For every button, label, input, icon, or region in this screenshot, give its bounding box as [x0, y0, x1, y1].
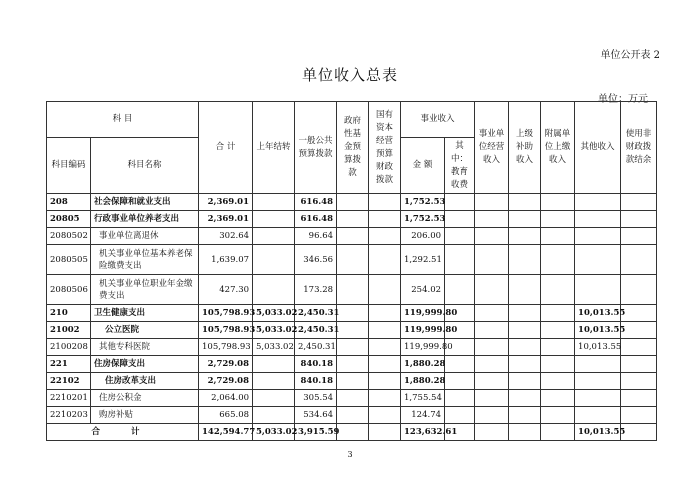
cell-amount: 1,292.51 — [401, 245, 445, 275]
cell-affiliate — [541, 373, 575, 390]
cell-superior — [509, 211, 541, 228]
cell-name: 住房改革支出 — [91, 373, 199, 390]
cell-state-capital — [369, 356, 401, 373]
cell-non-fiscal — [621, 211, 657, 228]
cell-gov-fund — [337, 356, 369, 373]
table-row — [47, 322, 657, 339]
cell-name: 社会保障和就业支出 — [91, 194, 199, 211]
cell-code: 221 — [47, 356, 91, 373]
cell-other: 10,013.55 — [575, 339, 621, 356]
cell-state-capital — [369, 390, 401, 407]
cell-amount: 123,632.61 — [401, 424, 445, 441]
cell-amount: 119,999.80 — [401, 322, 445, 339]
cell-carryover — [253, 275, 295, 305]
cell-affiliate — [541, 390, 575, 407]
cell-non-fiscal — [621, 322, 657, 339]
cell-amount: 1,880.28 — [401, 356, 445, 373]
cell-non-fiscal — [621, 275, 657, 305]
cell-name: 住房保障支出 — [91, 356, 199, 373]
cell-affiliate — [541, 356, 575, 373]
cell-superior — [509, 305, 541, 322]
cell-affiliate — [541, 407, 575, 424]
page-number: 3 — [347, 450, 353, 459]
table-row — [47, 228, 657, 245]
cell-total: 105,798.93 — [199, 305, 253, 322]
cell-code: 2210201 — [47, 390, 91, 407]
cell-amount: 1,752.53 — [401, 194, 445, 211]
cell-superior — [509, 424, 541, 441]
cell-gov-fund — [337, 245, 369, 275]
cell-general: 173.28 — [295, 275, 337, 305]
cell-total: 2,729.08 — [199, 356, 253, 373]
header-name: 科目名称 — [91, 138, 199, 194]
cell-superior — [509, 390, 541, 407]
cell-gov-fund — [337, 373, 369, 390]
cell-general: 2,450.31 — [295, 339, 337, 356]
table-row — [47, 407, 657, 424]
cell-general: 616.48 — [295, 211, 337, 228]
cell-carryover — [253, 407, 295, 424]
cell-general: 2,450.31 — [295, 322, 337, 339]
cell-affiliate — [541, 339, 575, 356]
cell-code: 21002 — [47, 322, 91, 339]
cell-gov-fund — [337, 194, 369, 211]
cell-non-fiscal — [621, 407, 657, 424]
cell-amount: 1,755.54 — [401, 390, 445, 407]
cell-general: 2,450.31 — [295, 305, 337, 322]
cell-affiliate — [541, 322, 575, 339]
cell-biz-unit — [475, 339, 509, 356]
cell-name: 机关事业单位基本养老保险缴费支出 — [91, 245, 199, 275]
cell-state-capital — [369, 407, 401, 424]
cell-total: 665.08 — [199, 407, 253, 424]
cell-other — [575, 356, 621, 373]
cell-affiliate — [541, 194, 575, 211]
cell-biz-unit — [475, 305, 509, 322]
cell-total: 142,594.77 — [199, 424, 253, 441]
cell-code: 2210203 — [47, 407, 91, 424]
cell-state-capital — [369, 305, 401, 322]
cell-gov-fund — [337, 390, 369, 407]
cell-biz-unit — [475, 407, 509, 424]
total-label: 合 计 — [47, 424, 199, 441]
table-row — [47, 305, 657, 322]
cell-total: 2,729.08 — [199, 373, 253, 390]
cell-affiliate — [541, 424, 575, 441]
cell-code: 2080505 — [47, 245, 91, 275]
cell-gov-fund — [337, 228, 369, 245]
cell-biz-unit — [475, 194, 509, 211]
cell-general: 534.64 — [295, 407, 337, 424]
cell-state-capital — [369, 424, 401, 441]
header-amount: 金 额 — [401, 138, 445, 194]
cell-state-capital — [369, 245, 401, 275]
cell-total: 2,369.01 — [199, 211, 253, 228]
cell-carryover — [253, 245, 295, 275]
cell-state-capital — [369, 275, 401, 305]
table-row — [47, 373, 657, 390]
header-non-fiscal: 使用非财政拨款结余 — [621, 102, 657, 194]
cell-other — [575, 194, 621, 211]
header-other-income: 其他收入 — [575, 102, 621, 194]
cell-carryover — [253, 228, 295, 245]
cell-edu — [445, 390, 475, 407]
cell-superior — [509, 275, 541, 305]
cell-biz-unit — [475, 275, 509, 305]
cell-biz-unit — [475, 245, 509, 275]
cell-superior — [509, 322, 541, 339]
page-title: 单位收入总表 — [301, 66, 398, 84]
cell-general: 840.18 — [295, 356, 337, 373]
cell-code: 2100208 — [47, 339, 91, 356]
table-row — [47, 339, 657, 356]
cell-state-capital — [369, 373, 401, 390]
cell-superior — [509, 228, 541, 245]
cell-carryover: 5,033.02 — [253, 305, 295, 322]
cell-superior — [509, 245, 541, 275]
cell-non-fiscal — [621, 339, 657, 356]
cell-carryover — [253, 373, 295, 390]
cell-carryover: 5,033.02 — [253, 322, 295, 339]
cell-gov-fund — [337, 305, 369, 322]
cell-total: 427.30 — [199, 275, 253, 305]
cell-superior — [509, 194, 541, 211]
cell-code: 210 — [47, 305, 91, 322]
cell-other: 10,013.55 — [575, 305, 621, 322]
table-row — [47, 245, 657, 275]
cell-total: 105,798.93 — [199, 339, 253, 356]
cell-amount: 119,999.80 — [401, 339, 445, 356]
cell-state-capital — [369, 194, 401, 211]
cell-name: 住房公积金 — [91, 390, 199, 407]
cell-affiliate — [541, 228, 575, 245]
cell-non-fiscal — [621, 228, 657, 245]
cell-total: 302.64 — [199, 228, 253, 245]
cell-gov-fund — [337, 424, 369, 441]
table-row — [47, 211, 657, 228]
header-superior-subsidy: 上级补助收入 — [509, 102, 541, 194]
cell-general: 840.18 — [295, 373, 337, 390]
header-affiliate-income: 附属单位上缴收入 — [541, 102, 575, 194]
cell-superior — [509, 339, 541, 356]
cell-amount: 124.74 — [401, 407, 445, 424]
cell-other — [575, 373, 621, 390]
cell-affiliate — [541, 305, 575, 322]
cell-gov-fund — [337, 407, 369, 424]
unit-label: 单位：万元 — [598, 94, 648, 105]
cell-state-capital — [369, 322, 401, 339]
cell-biz-unit — [475, 322, 509, 339]
table-row — [47, 275, 657, 305]
income-summary-table — [46, 101, 657, 441]
cell-gov-fund — [337, 275, 369, 305]
cell-non-fiscal — [621, 373, 657, 390]
cell-general: 96.64 — [295, 228, 337, 245]
cell-edu — [445, 245, 475, 275]
cell-other — [575, 211, 621, 228]
cell-affiliate — [541, 275, 575, 305]
cell-non-fiscal — [621, 390, 657, 407]
header-subject: 科 目 — [47, 102, 199, 138]
cell-gov-fund — [337, 339, 369, 356]
total-row — [47, 424, 657, 441]
cell-code: 22102 — [47, 373, 91, 390]
cell-state-capital — [369, 339, 401, 356]
header-business-unit-income: 事业单位经营收入 — [475, 102, 509, 194]
cell-name: 行政事业单位养老支出 — [91, 211, 199, 228]
cell-code: 20805 — [47, 211, 91, 228]
cell-carryover — [253, 194, 295, 211]
cell-gov-fund — [337, 211, 369, 228]
cell-state-capital — [369, 211, 401, 228]
cell-amount: 119,999.80 — [401, 305, 445, 322]
cell-carryover: 5,033.02 — [253, 424, 295, 441]
cell-other — [575, 245, 621, 275]
cell-non-fiscal — [621, 356, 657, 373]
cell-amount: 1,880.28 — [401, 373, 445, 390]
cell-total: 2,064.00 — [199, 390, 253, 407]
header-edu-fees: 其中：教育收费 — [445, 138, 475, 194]
cell-superior — [509, 407, 541, 424]
cell-gov-fund — [337, 322, 369, 339]
cell-carryover — [253, 211, 295, 228]
cell-biz-unit — [475, 211, 509, 228]
cell-state-capital — [369, 228, 401, 245]
cell-name: 机关事业单位职业年金缴费支出 — [91, 275, 199, 305]
cell-edu — [445, 228, 475, 245]
header-code: 科目编码 — [47, 138, 91, 194]
cell-edu — [445, 275, 475, 305]
cell-edu — [445, 194, 475, 211]
cell-non-fiscal — [621, 245, 657, 275]
header-state-capital: 国有资本经营预算财政拨款 — [369, 102, 401, 194]
header-gov-fund: 政府性基金预算拨款 — [337, 102, 369, 194]
cell-biz-unit — [475, 228, 509, 245]
cell-code: 2080502 — [47, 228, 91, 245]
cell-name: 事业单位离退休 — [91, 228, 199, 245]
cell-other — [575, 390, 621, 407]
cell-general: 3,915.59 — [295, 424, 337, 441]
cell-name: 公立医院 — [91, 322, 199, 339]
cell-total: 1,639.07 — [199, 245, 253, 275]
cell-amount: 254.02 — [401, 275, 445, 305]
cell-biz-unit — [475, 373, 509, 390]
cell-affiliate — [541, 245, 575, 275]
table-row — [47, 356, 657, 373]
cell-biz-unit — [475, 390, 509, 407]
cell-carryover — [253, 356, 295, 373]
header-carryover: 上年结转 — [253, 102, 295, 194]
cell-general: 305.54 — [295, 390, 337, 407]
cell-other — [575, 275, 621, 305]
table-row — [47, 390, 657, 407]
cell-general: 616.48 — [295, 194, 337, 211]
cell-edu — [445, 373, 475, 390]
cell-code: 208 — [47, 194, 91, 211]
header-business-income: 事业收入 — [401, 102, 475, 138]
cell-biz-unit — [475, 424, 509, 441]
cell-carryover — [253, 390, 295, 407]
form-number: 单位公开表 2 — [600, 50, 660, 61]
cell-non-fiscal — [621, 424, 657, 441]
cell-affiliate — [541, 211, 575, 228]
cell-amount: 206.00 — [401, 228, 445, 245]
cell-edu — [445, 407, 475, 424]
cell-general: 346.56 — [295, 245, 337, 275]
cell-superior — [509, 373, 541, 390]
cell-biz-unit — [475, 356, 509, 373]
cell-edu — [445, 356, 475, 373]
cell-non-fiscal — [621, 194, 657, 211]
cell-other: 10,013.55 — [575, 322, 621, 339]
table-row — [47, 194, 657, 211]
cell-name: 购房补贴 — [91, 407, 199, 424]
cell-other — [575, 407, 621, 424]
cell-other: 10,013.55 — [575, 424, 621, 441]
cell-other — [575, 228, 621, 245]
cell-total: 2,369.01 — [199, 194, 253, 211]
cell-name: 卫生健康支出 — [91, 305, 199, 322]
cell-superior — [509, 356, 541, 373]
cell-amount: 1,752.53 — [401, 211, 445, 228]
header-total: 合 计 — [199, 102, 253, 194]
cell-carryover: 5,033.02 — [253, 339, 295, 356]
cell-non-fiscal — [621, 305, 657, 322]
header-general-budget: 一般公共预算拨款 — [295, 102, 337, 194]
cell-code: 2080506 — [47, 275, 91, 305]
cell-name: 其他专科医院 — [91, 339, 199, 356]
cell-edu — [445, 211, 475, 228]
cell-total: 105,798.93 — [199, 322, 253, 339]
